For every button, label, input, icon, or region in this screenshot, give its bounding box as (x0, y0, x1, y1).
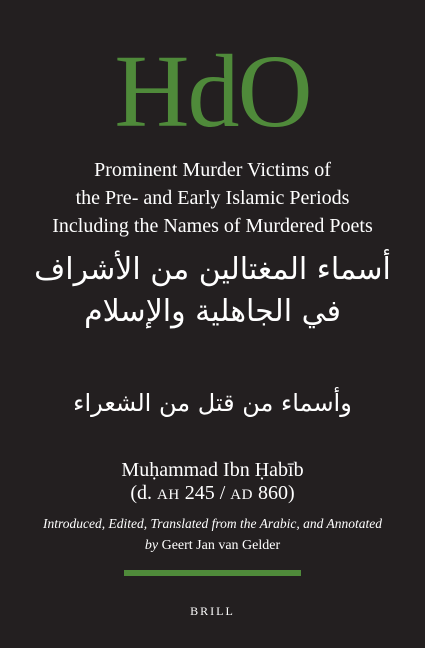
title-line-2: the Pre- and Early Islamic Periods (75, 187, 350, 209)
title-line-1: Prominent Murder Victims of (94, 159, 331, 181)
arabic-title-line-1: أسماء المغتالين من الأشراف (34, 252, 391, 287)
arabic-subtitle: وأسماء من قتل من الشعراء (73, 389, 352, 417)
publisher-logo: BRILL (190, 604, 235, 618)
green-divider-bar (124, 570, 301, 576)
dates-era-hijri: AH (157, 487, 180, 503)
title-line-3: Including the Names of Murdered Poets (52, 215, 373, 237)
author-name: Muḥammad Ibn Ḥabīb (121, 459, 304, 481)
dates-year-hijri: 245 / (179, 482, 231, 504)
editor-name: Geert Jan van Gelder (161, 538, 281, 553)
dates-era-ad: AD (230, 487, 253, 503)
dates-year-ad: 860) (252, 482, 295, 504)
author-dates (0, 482, 425, 506)
editor-line (0, 537, 425, 555)
book-title (20, 156, 405, 240)
series-logo: HdO (114, 34, 311, 149)
arabic-title-line-2: في الجاهلية والإسلام (84, 294, 341, 329)
editor-by: by (144, 538, 159, 553)
dates-open: (d. (130, 482, 158, 504)
credit-line: Introduced, Edited, Translated from the Arabic, and Annotated (43, 516, 382, 531)
